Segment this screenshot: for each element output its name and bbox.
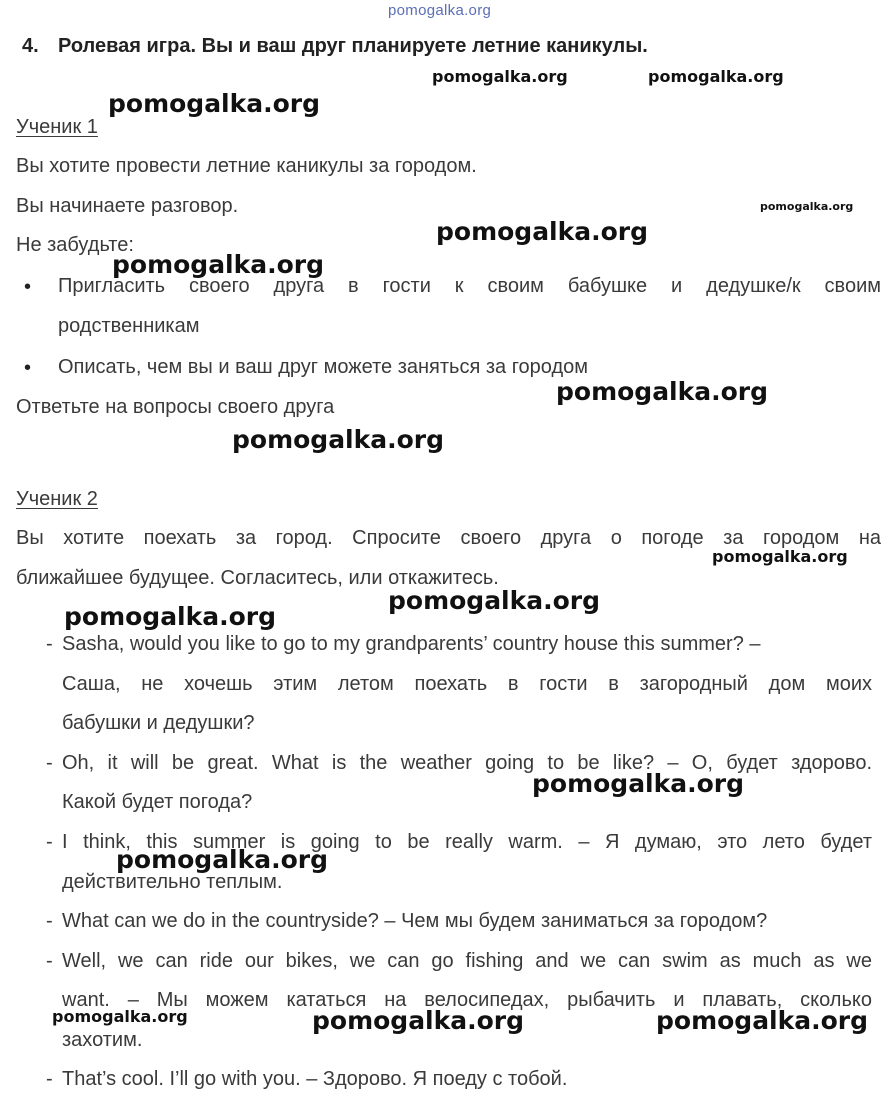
watermark: pomogalka.org (532, 769, 745, 798)
dialogue-line: want. – Мы можем кататься на велосипедах, рыбачить и плавать, сколько (62, 989, 872, 1011)
task-number: 4. (22, 35, 39, 57)
student1-label: Ученик 1 (16, 116, 98, 138)
student1-line: Вы хотите провести летние каникулы за городом. (16, 155, 477, 177)
dialogue-line: действительно теплым. (62, 871, 283, 893)
bullet-icon: • (24, 357, 32, 379)
dialogue-line: бабушки и дедушки? (62, 712, 255, 734)
dash-icon: - (46, 910, 53, 932)
task-title: Ролевая игра. Вы и ваш друг планируете летние каникулы. (58, 35, 648, 57)
student1-line: Вы начинаете разговор. (16, 195, 239, 217)
dialogue-line: Oh, it will be great. What is the weather going to be like? – О, будет здорово. (62, 752, 872, 774)
watermark: pomogalka.org (52, 1007, 188, 1026)
bullet-item: Описать, чем вы и ваш друг можете заняться за городом (58, 356, 589, 378)
dash-icon: - (46, 752, 53, 774)
dialogue-line: Какой будет погода? (62, 791, 253, 813)
bullet-item: Пригласить своего друга в гости к своим бабушке и дедушке/к своим (58, 275, 881, 297)
dialogue-line: захотим. (62, 1029, 143, 1051)
watermark: pomogalka.org (436, 217, 649, 246)
dash-icon: - (46, 1068, 53, 1090)
watermark: pomogalka.org (712, 547, 848, 566)
student1-line: Не забудьте: (16, 234, 134, 256)
bullet-icon: • (24, 276, 32, 298)
student2-line: Вы хотите поехать за город. Спросите своего друга о погоде за городом на (16, 527, 881, 549)
watermark: pomogalka.org (556, 377, 769, 406)
watermark: pomogalka.org (760, 200, 854, 213)
watermark: pomogalka.org (116, 845, 329, 874)
dialogue-line: Well, we can ride our bikes, we can go fishing and we can swim as much as we (62, 950, 872, 972)
student1-closing: Ответьте на вопросы своего друга (16, 396, 335, 418)
watermark: pomogalka.org (64, 602, 277, 631)
dash-icon: - (46, 950, 53, 972)
watermark: pomogalka.org (388, 586, 601, 615)
dialogue-line: What can we do in the countryside? – Чем мы будем заниматься за городом? (62, 910, 768, 932)
student2-label: Ученик 2 (16, 488, 98, 510)
dialogue-line: That’s cool. I’ll go with you. – Здорово. Я поеду с тобой. (62, 1068, 568, 1090)
student2-line: ближайшее будущее. Согласитесь, или откажитесь. (16, 567, 499, 589)
bullet-item-cont: родственникам (58, 315, 200, 337)
dialogue-line: I think, this summer is going to be really warm. – Я думаю, это лето будет (62, 831, 872, 853)
watermark: pomogalka.org (112, 250, 325, 279)
watermark: pomogalka.org (648, 67, 784, 86)
dialogue-line: Саша, не хочешь этим летом поехать в гости в загородный дом моих (62, 673, 872, 695)
dialogue-line: Sasha, would you like to go to my grandparents’ country house this summer? – (62, 633, 761, 655)
watermark-top: pomogalka.org (388, 2, 492, 19)
dash-icon: - (46, 633, 53, 655)
watermark: pomogalka.org (312, 1006, 525, 1035)
watermark: pomogalka.org (232, 425, 445, 454)
watermark: pomogalka.org (108, 89, 321, 118)
watermark: pomogalka.org (432, 67, 568, 86)
dash-icon: - (46, 831, 53, 853)
watermark: pomogalka.org (656, 1006, 869, 1035)
